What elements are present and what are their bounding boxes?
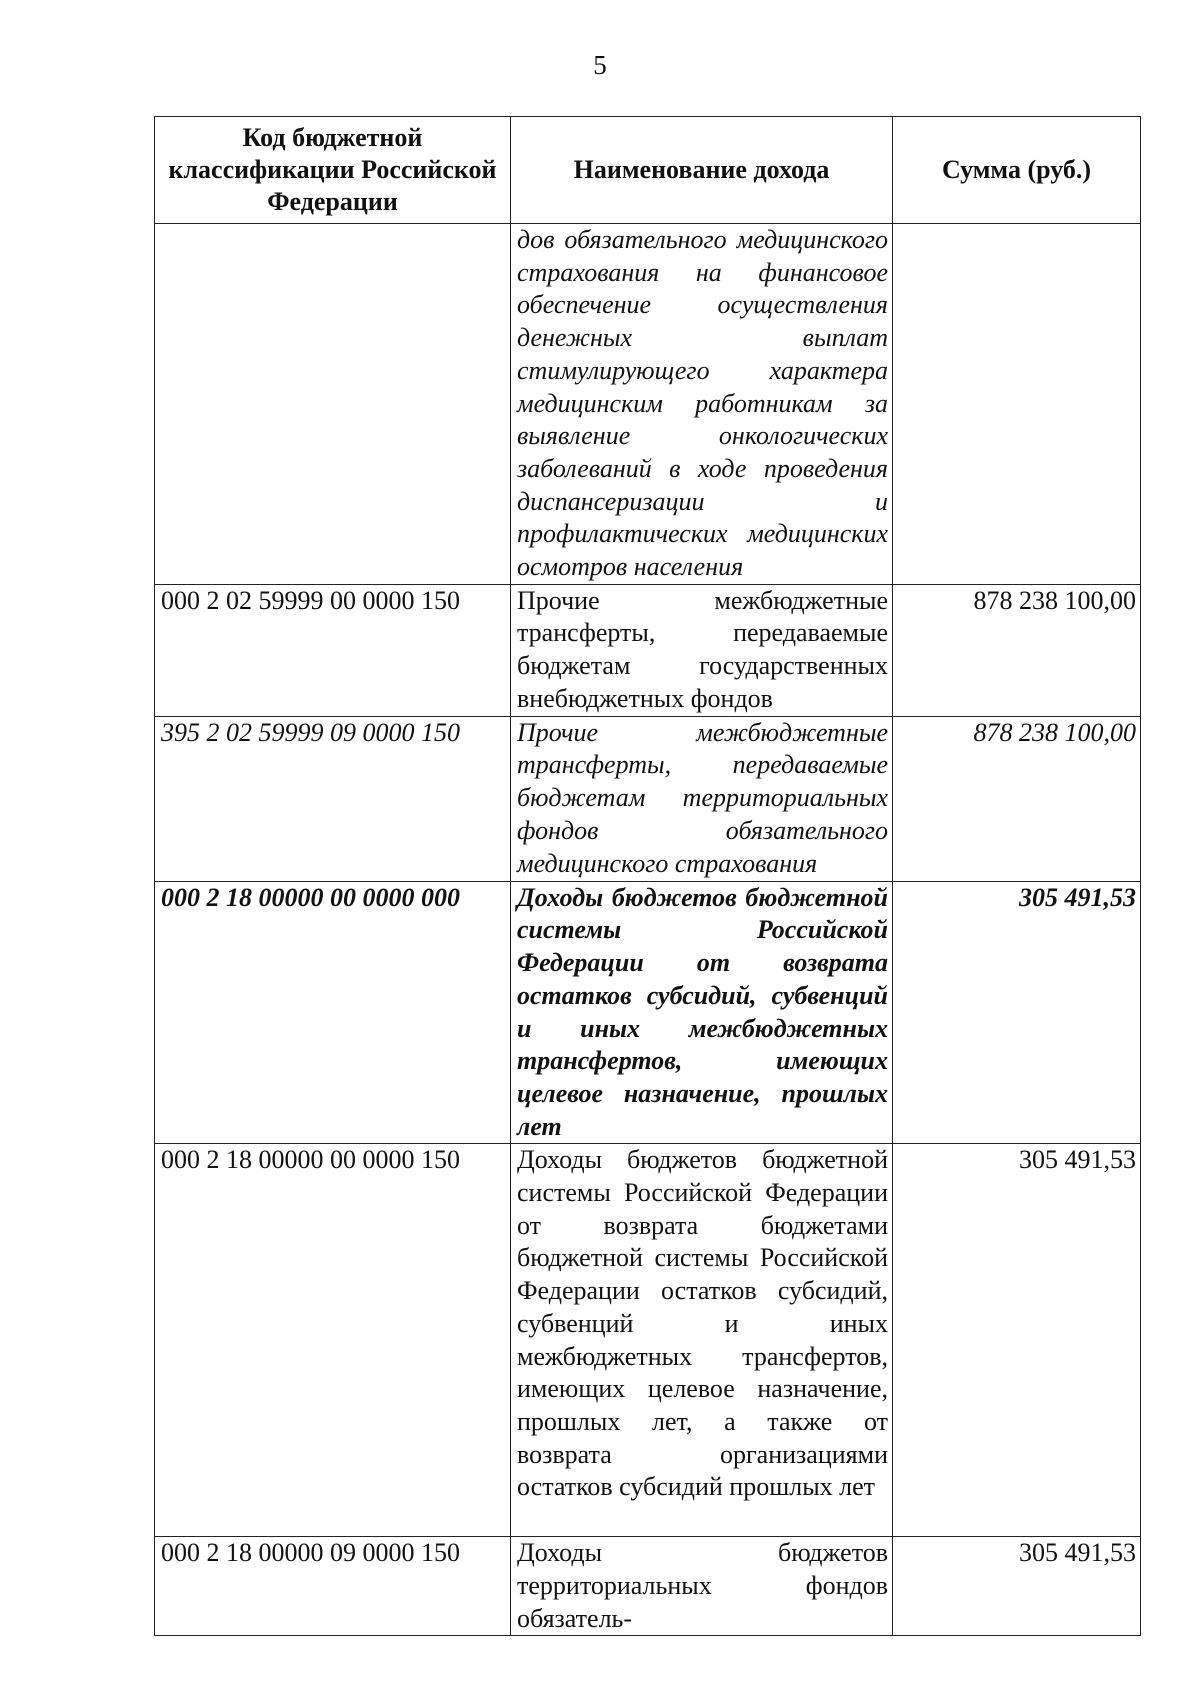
row-code: 000 2 02 59999 00 0000 150	[155, 584, 511, 716]
row-code: 000 2 18 00000 09 0000 150	[155, 1537, 511, 1636]
table-row	[155, 1537, 1141, 1636]
row-code	[155, 224, 511, 585]
row-code: 395 2 02 59999 09 0000 150	[155, 716, 511, 881]
table-row	[155, 224, 1141, 585]
row-name: дов обязательного медицинского страхования на финансовое обеспечение осуществления денежных выплат стимулирующего характера медицинским работникам за выявление онкологических заболеваний в ходе проведения диспансеризации и профилактических медицинских осмотров населения	[511, 224, 893, 585]
table-row	[155, 881, 1141, 1144]
row-name: Доходы бюджетов бюджетной системы Российской Федерации от возврата бюджетами бюджетной системы Российской Федерации остатков субсидий, субвенций и иных межбюджетных трансфертов, имеющих целевое назначение, прошлых лет, а также от возврата организациями остатков субсидий прошлых лет	[511, 1144, 893, 1537]
table-row	[155, 584, 1141, 716]
row-amount: 878 238 100,00	[893, 716, 1141, 881]
header-name: Наименование дохода	[511, 117, 893, 224]
row-amount	[893, 224, 1141, 585]
header-amount: Сумма (руб.)	[893, 117, 1141, 224]
row-code: 000 2 18 00000 00 0000 000	[155, 881, 511, 1144]
table-row	[155, 1144, 1141, 1537]
row-name: Прочие межбюджетные трансферты, передаваемые бюджетам территориальных фондов обязательного медицинского страхования	[511, 716, 893, 881]
row-amount: 305 491,53	[893, 1144, 1141, 1537]
row-code: 000 2 18 00000 00 0000 150	[155, 1144, 511, 1537]
table-row	[155, 716, 1141, 881]
table-header-row	[155, 117, 1141, 224]
header-code: Код бюджетной классификации Российской Федерации	[155, 117, 511, 224]
row-amount: 305 491,53	[893, 881, 1141, 1144]
row-amount: 305 491,53	[893, 1537, 1141, 1636]
row-amount: 878 238 100,00	[893, 584, 1141, 716]
page-number: 5	[593, 50, 607, 80]
row-name: Доходы бюджетов бюджетной системы Российской Федерации от возврата остатков субсидий, субвенций и иных межбюджетных трансфертов, имеющих целевое назначение, прошлых лет	[511, 881, 893, 1144]
row-name: Прочие межбюджетные трансферты, передаваемые бюджетам государственных внебюджетных фондов	[511, 584, 893, 716]
revenue-table	[154, 116, 1141, 1636]
row-name: Доходы бюджетов территориальных фондов обязатель-	[511, 1537, 893, 1636]
